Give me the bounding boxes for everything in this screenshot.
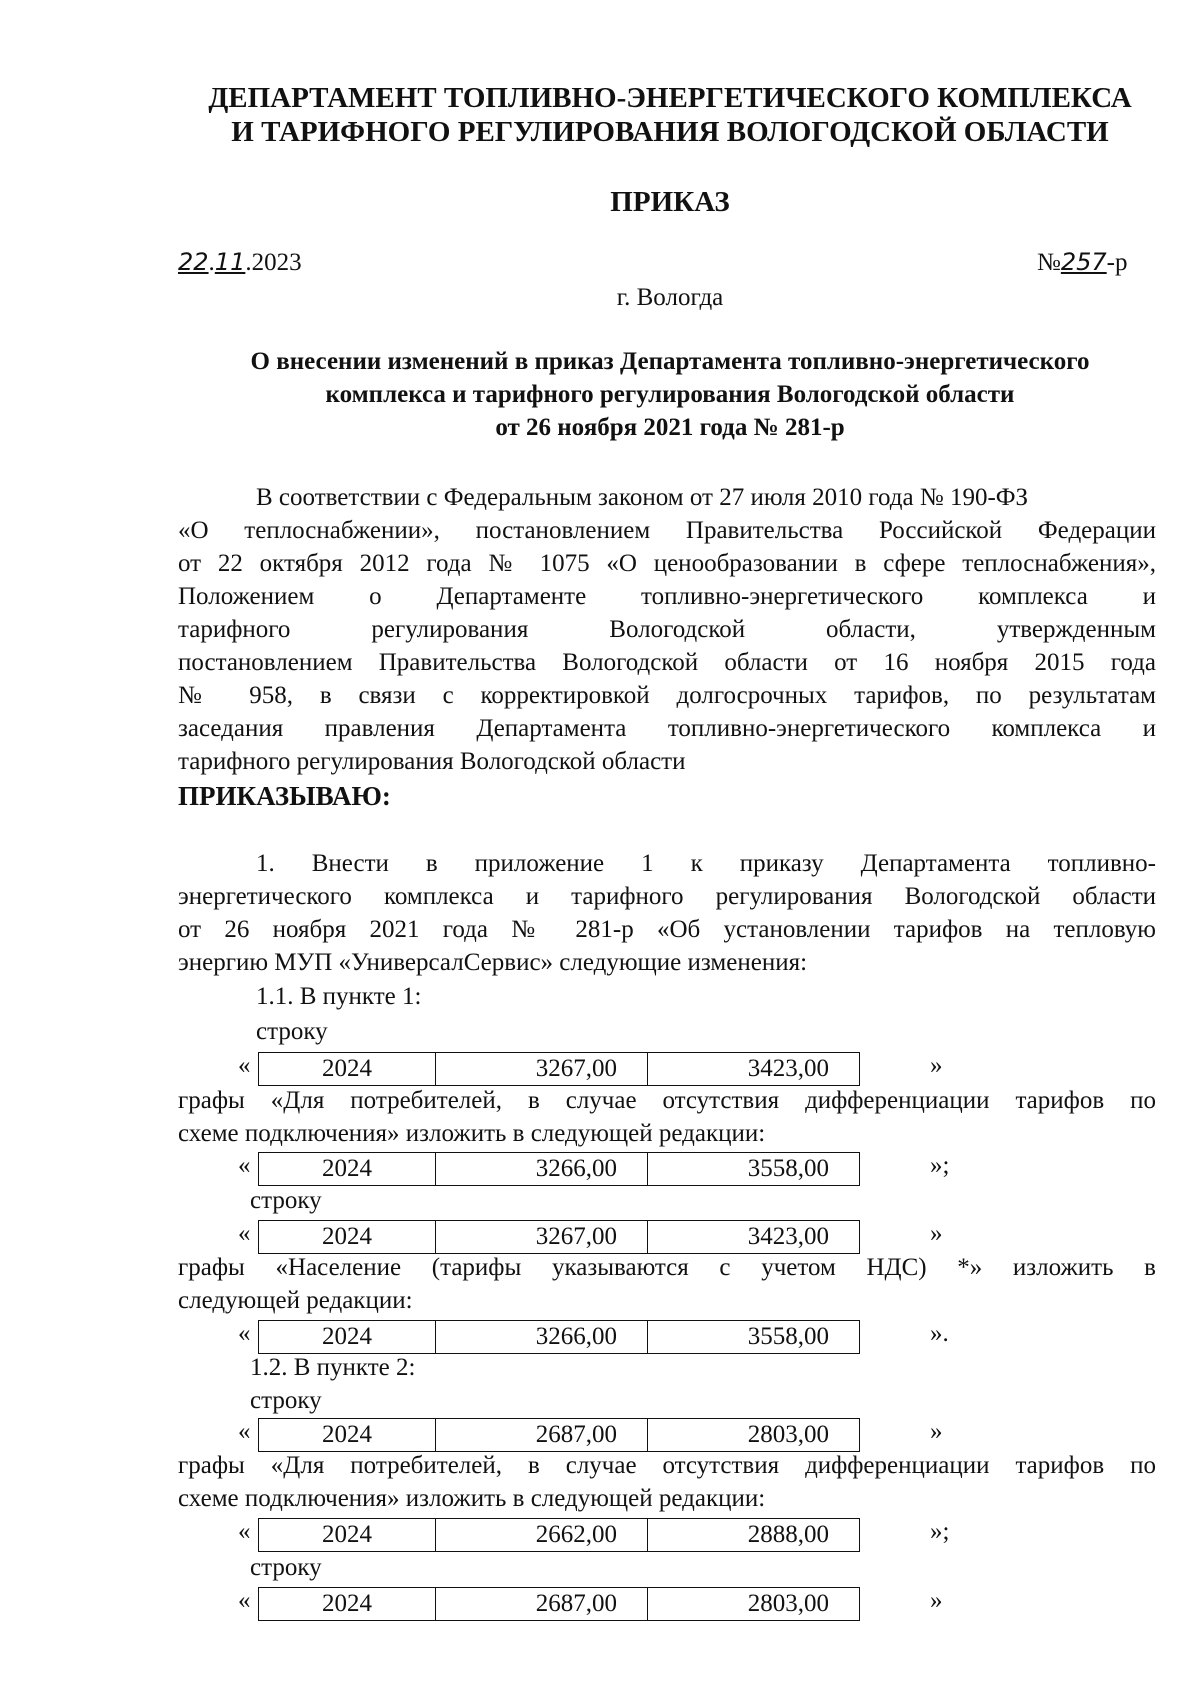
preamble-line: от 22 октября 2012 года № 1075 «О ценообразовании в сфере теплоснабжения», <box>178 550 1156 577</box>
quote-open: « <box>238 1052 251 1079</box>
title-line2: комплекса и тарифного регулирования Вологодской области <box>325 381 1015 408</box>
consumers-line1: графы «Для потребителей, в случае отсутствия дифференциации тарифов по <box>178 1452 1156 1479</box>
quote-close: » <box>930 1418 943 1445</box>
quote-close: »; <box>930 1152 950 1179</box>
preamble-line: тарифного регулирования Вологодской области, утвержденным <box>178 616 1156 643</box>
cell-year: 2024 <box>259 1221 436 1254</box>
item1-line: от 26 ноября 2021 года № 281-р «Об установлении тарифов на тепловую <box>178 916 1156 943</box>
date-day: 22 <box>178 248 209 276</box>
table-row <box>259 1153 860 1186</box>
item1-line: энергетического комплекса и тарифного регулирования Вологодской области <box>178 883 1156 910</box>
tariff-row-table <box>258 1052 860 1086</box>
quote-open: « <box>238 1320 251 1347</box>
tariff-row-table <box>258 1518 860 1552</box>
stroku-label: строку <box>256 1018 328 1045</box>
cell-value-1: 3267,00 <box>436 1221 648 1254</box>
number-value: 257 <box>1060 248 1107 276</box>
cell-value-1: 2687,00 <box>436 1419 648 1452</box>
quote-close: ». <box>930 1320 949 1347</box>
tariff-row-table <box>258 1220 860 1254</box>
quote-close: » <box>930 1220 943 1247</box>
cell-year: 2024 <box>259 1419 436 1452</box>
table-row <box>259 1419 860 1452</box>
cell-year: 2024 <box>259 1519 436 1552</box>
preamble-line: № 958, в связи с корректировкой долгосрочных тарифов, по результатам <box>178 682 1156 709</box>
table-row <box>259 1519 860 1552</box>
table-row <box>259 1321 860 1354</box>
preamble-line: «О теплоснабжении», постановлением Правительства Российской Федерации <box>178 517 1156 544</box>
cell-value-2: 2803,00 <box>648 1588 860 1621</box>
number-suffix: -р <box>1106 249 1128 276</box>
tariff-row-table <box>258 1418 860 1452</box>
cell-value-2: 3558,00 <box>648 1153 860 1186</box>
cell-value-1: 2662,00 <box>436 1519 648 1552</box>
preamble-line: тарифного регулирования Вологодской области <box>178 748 686 775</box>
department-name-line1: ДЕПАРТАМЕНТ ТОПЛИВНО-ЭНЕРГЕТИЧЕСКОГО КОМПЛЕКСА <box>208 82 1132 114</box>
table-row <box>259 1221 860 1254</box>
tariff-row-table <box>258 1587 860 1621</box>
tariff-row-table <box>258 1320 860 1354</box>
population-line2: следующей редакции: <box>178 1287 413 1314</box>
cell-value-1: 3266,00 <box>436 1153 648 1186</box>
order-word: ПРИКАЗЫВАЮ: <box>178 781 391 811</box>
quote-open: « <box>238 1587 251 1614</box>
quote-open: « <box>238 1518 251 1545</box>
document-type: ПРИКАЗ <box>610 186 730 218</box>
preamble-line: Положением о Департаменте топливно-энергетического комплекса и <box>178 583 1156 610</box>
stroku-label: строку <box>250 1387 322 1414</box>
quote-close: » <box>930 1587 943 1614</box>
item1-line: 1. Внести в приложение 1 к приказу Департамента топливно- <box>256 850 1156 877</box>
stroku-label: строку <box>250 1187 322 1214</box>
number-prefix: № <box>1037 249 1061 276</box>
date-month: 11 <box>214 248 246 276</box>
document-number <box>1037 248 1128 277</box>
preamble-line: В соответствии с Федеральным законом от 27 июля 2010 года № 190-ФЗ <box>256 484 1029 511</box>
department-name-line2: И ТАРИФНОГО РЕГУЛИРОВАНИЯ ВОЛОГОДСКОЙ ОБЛАСТИ <box>231 116 1109 148</box>
date-year: .2023 <box>245 249 302 276</box>
cell-year: 2024 <box>259 1588 436 1621</box>
consumers-line2: схеме подключения» изложить в следующей редакции: <box>178 1485 766 1512</box>
tariff-row-table <box>258 1152 860 1186</box>
quote-open: « <box>238 1418 251 1445</box>
population-line1: графы «Население (тарифы указываются с учетом НДС) *» изложить в <box>178 1254 1156 1281</box>
cell-value-2: 2888,00 <box>648 1519 860 1552</box>
cell-value-2: 2803,00 <box>648 1419 860 1452</box>
quote-close: »; <box>930 1518 950 1545</box>
cell-year: 2024 <box>259 1153 436 1186</box>
stroku-label: строку <box>250 1554 322 1581</box>
quote-open: « <box>238 1220 251 1247</box>
subitem-1-1: 1.1. В пункте 1: <box>256 983 422 1010</box>
cell-value-2: 3558,00 <box>648 1321 860 1354</box>
document-date: 22.11.2023 <box>178 248 302 276</box>
cell-value-1: 3266,00 <box>436 1321 648 1354</box>
city: г. Вологда <box>616 284 724 311</box>
cell-year: 2024 <box>259 1321 436 1354</box>
preamble-line: заседания правления Департамента топливно-энергетического комплекса и <box>178 715 1156 742</box>
table-row <box>259 1588 860 1621</box>
item1-line: энергию МУП «УниверсалСервис» следующие изменения: <box>178 949 808 976</box>
title-line1: О внесении изменений в приказ Департамента топливно-энергетического <box>250 348 1090 375</box>
cell-value-1: 3267,00 <box>436 1053 648 1086</box>
preamble-line: постановлением Правительства Вологодской области от 16 ноября 2015 года <box>178 649 1156 676</box>
cell-year: 2024 <box>259 1053 436 1086</box>
cell-value-2: 3423,00 <box>648 1053 860 1086</box>
quote-close: » <box>930 1052 943 1079</box>
consumers-line2: схеме подключения» изложить в следующей редакции: <box>178 1120 766 1147</box>
title-line3: от 26 ноября 2021 года № 281-р <box>495 414 845 441</box>
quote-open: « <box>238 1152 251 1179</box>
subitem-1-2: 1.2. В пункте 2: <box>250 1354 416 1381</box>
cell-value-1: 2687,00 <box>436 1588 648 1621</box>
consumers-line1: графы «Для потребителей, в случае отсутствия дифференциации тарифов по <box>178 1087 1156 1114</box>
cell-value-2: 3423,00 <box>648 1221 860 1254</box>
table-row <box>259 1053 860 1086</box>
